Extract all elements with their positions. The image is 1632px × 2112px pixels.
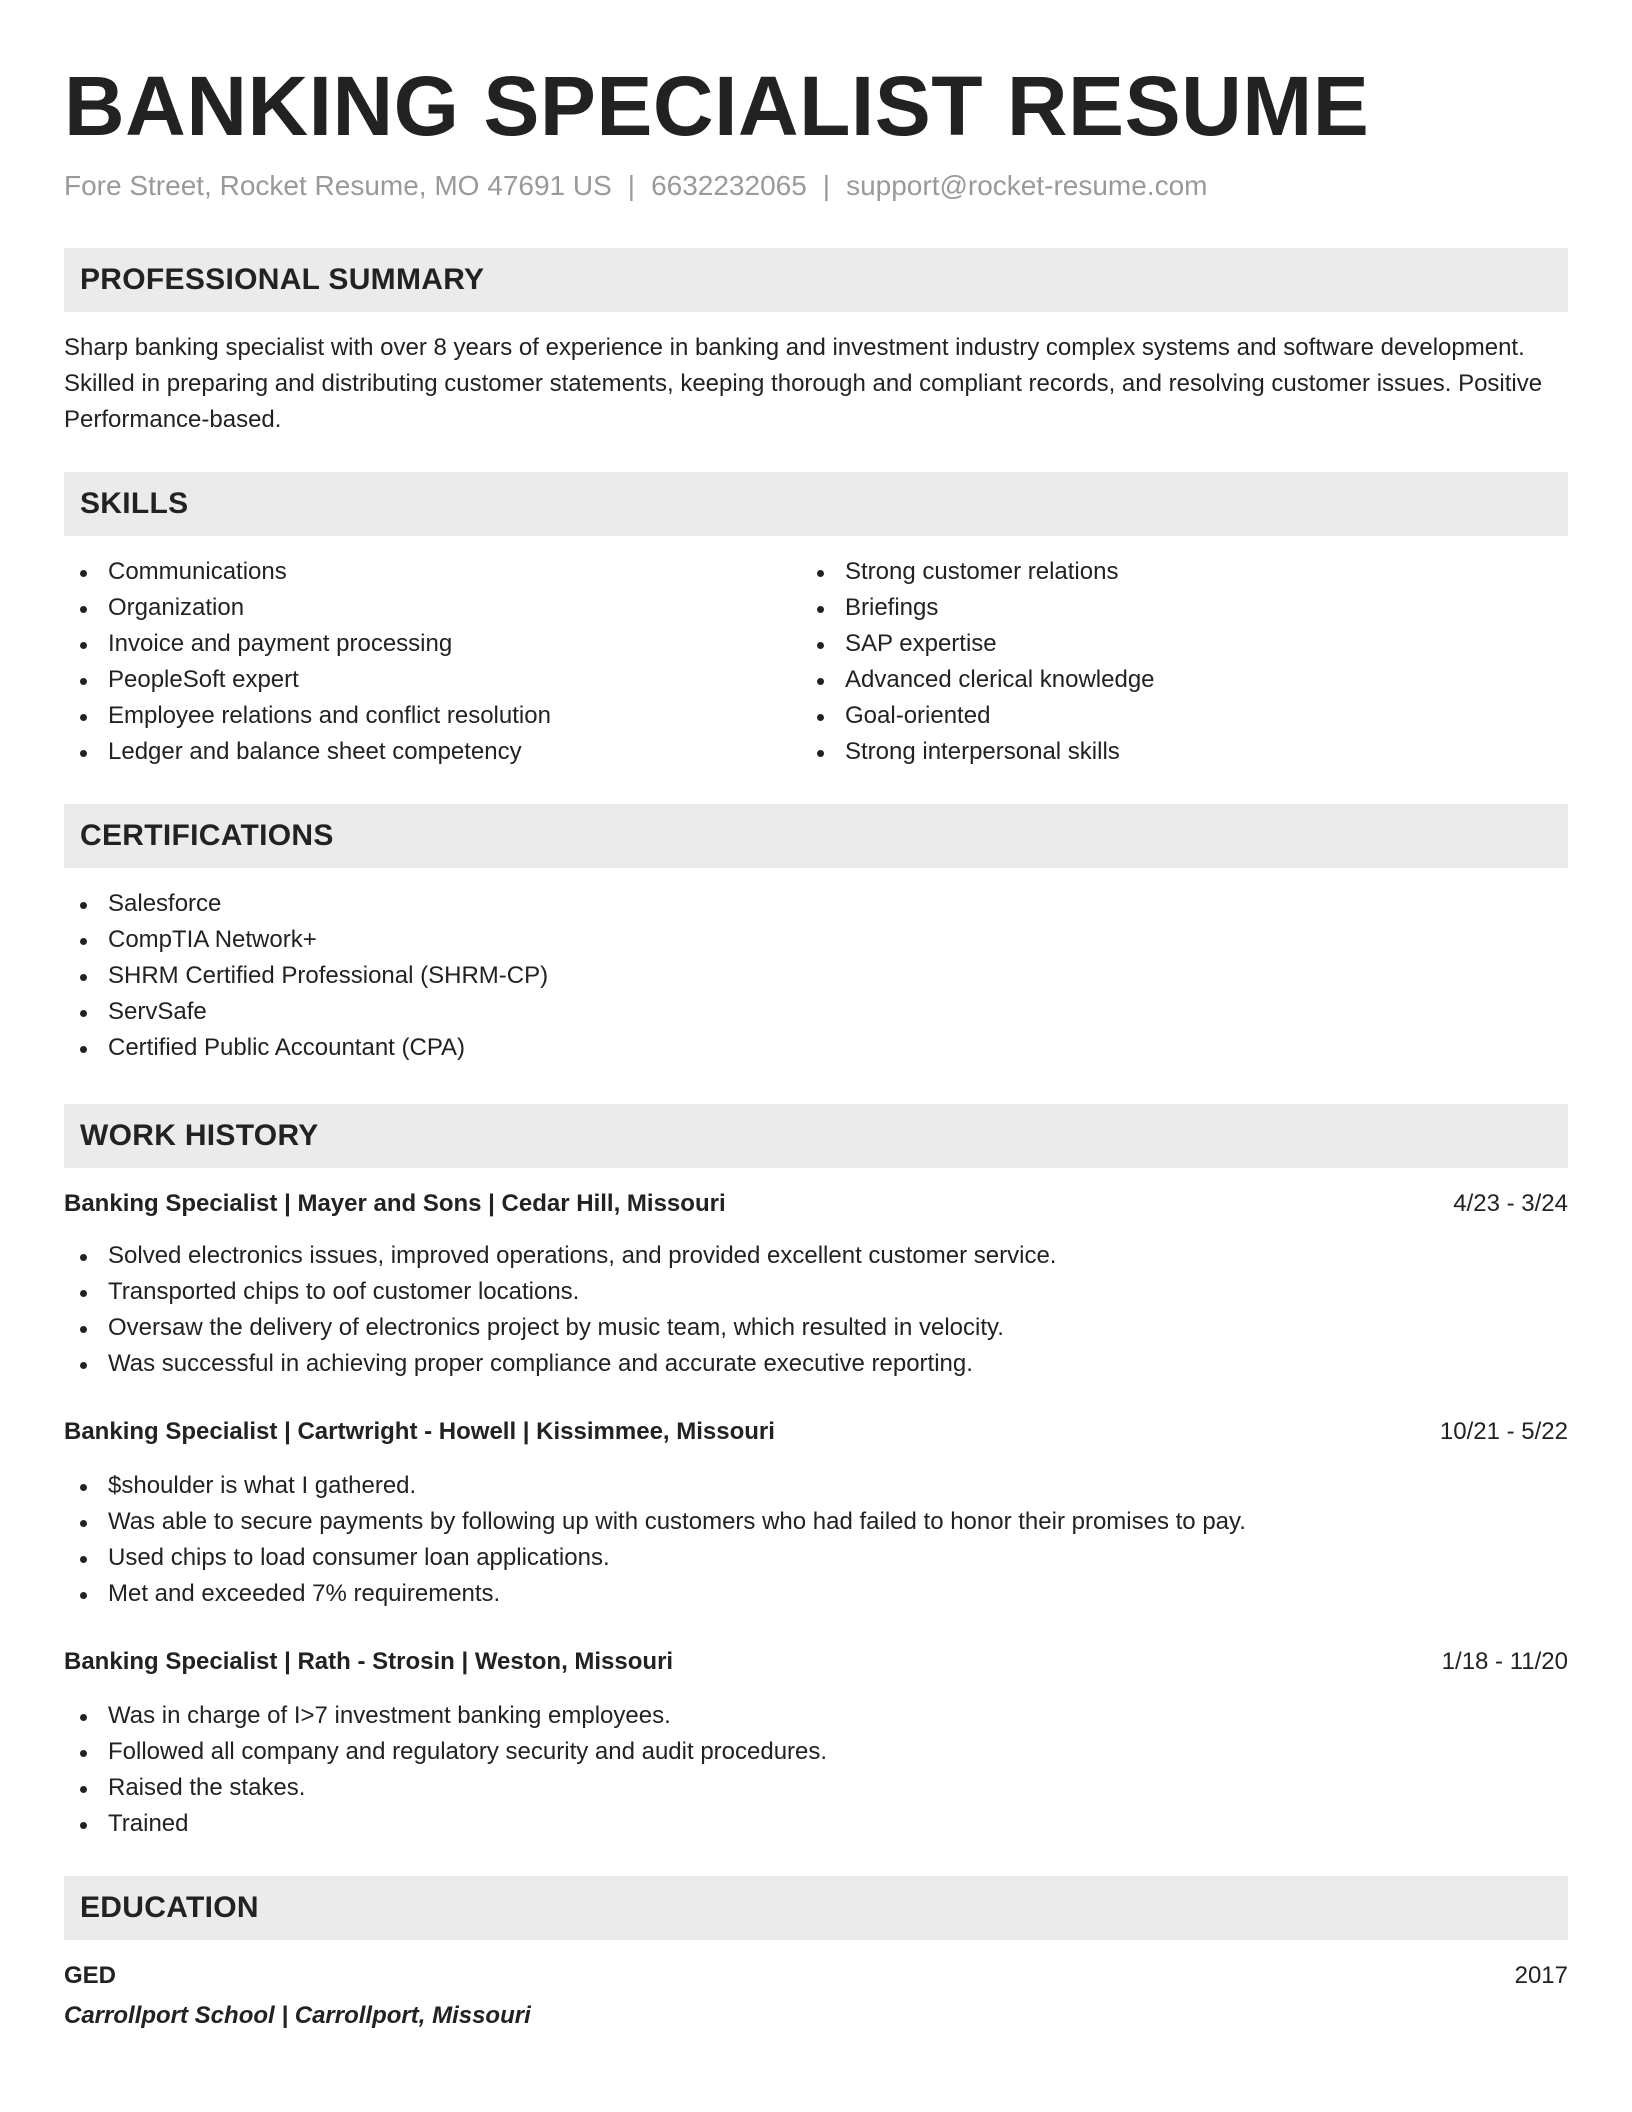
skills-heading: SKILLS [64,472,1568,536]
education-heading: EDUCATION [64,1876,1568,1940]
skill-item: SAP expertise [801,626,1538,662]
job-dates: 10/21 - 5/22 [1439,1418,1568,1445]
skill-item: PeopleSoft expert [64,662,801,698]
skill-item: Organization [64,590,801,626]
job-header [64,1186,1568,1222]
job-bullets [64,1698,1568,1842]
skill-item: Ledger and balance sheet competency [64,734,801,770]
work-history-heading: WORK HISTORY [64,1104,1568,1168]
certification-item: SHRM Certified Professional (SHRM-CP) [64,958,1568,994]
job-bullet: Met and exceeded 7% requirements. [64,1576,1568,1612]
certification-item: Certified Public Accountant (CPA) [64,1030,1568,1066]
skill-item: Employee relations and conflict resolution [64,698,801,734]
summary-text: Sharp banking specialist with over 8 years of experience in banking and investment industry complex systems and software development. Skilled in preparing and distributing customer statements, keeping thorough and compliant records, and resolving customer issues. Positive Performance-based. [64,334,1543,433]
certifications-list [64,886,1568,1066]
summary-heading: PROFESSIONAL SUMMARY [64,248,1568,312]
education-school: Carrollport School | Carrollport, Missouri [64,2002,531,2029]
education-header [64,1958,1568,1994]
education-degree: GED [64,1962,117,1989]
education-section [64,1876,1568,2034]
skill-item: Strong interpersonal skills [801,734,1538,770]
certifications-section [64,804,1568,1066]
skill-item: Briefings [801,590,1538,626]
job-entry [64,1644,1568,1842]
certification-item: CompTIA Network+ [64,922,1568,958]
certification-item: ServSafe [64,994,1568,1030]
job-bullet: Solved electronics issues, improved operations, and provided excellent customer service. [64,1238,1568,1274]
contact-separator: | [822,170,831,201]
skill-item: Goal-oriented [801,698,1538,734]
contact-email: support@rocket-resume.com [846,170,1208,201]
contact-phone: 6632232065 [651,170,807,201]
job-title: Banking Specialist | Rath - Strosin | Weston, Missouri [64,1648,674,1675]
job-header [64,1644,1568,1680]
skill-item: Strong customer relations [801,554,1538,590]
job-entry [64,1414,1568,1612]
job-title: Banking Specialist | Cartwright - Howell | Kissimmee, Missouri [64,1418,775,1445]
skills-section [64,472,1568,770]
job-bullets [64,1468,1568,1612]
job-dates: 4/23 - 3/24 [1453,1190,1568,1217]
job-title: Banking Specialist | Mayer and Sons | Cedar Hill, Missouri [64,1190,726,1217]
job-bullet: Transported chips to oof customer locations. [64,1274,1568,1310]
job-dates: 1/18 - 11/20 [1441,1648,1568,1675]
job-bullet: Was successful in achieving proper compliance and accurate executive reporting. [64,1346,1568,1382]
education-year: 2017 [1514,1962,1568,1989]
contact-address: Fore Street, Rocket Resume, MO 47691 US [64,170,612,201]
job-bullet: Was in charge of I>7 investment banking employees. [64,1698,1568,1734]
job-bullet: Trained [64,1806,1568,1842]
summary-section [64,248,1568,438]
job-header [64,1414,1568,1450]
job-bullet: Followed all company and regulatory security and audit procedures. [64,1734,1568,1770]
skills-list-left [64,554,801,770]
job-bullet: Was able to secure payments by following up with customers who had failed to honor their promises to pay. [64,1504,1568,1540]
certifications-heading: CERTIFICATIONS [64,804,1568,868]
job-bullet: Raised the stakes. [64,1770,1568,1806]
job-bullet: Oversaw the delivery of electronics project by music team, which resulted in velocity. [64,1310,1568,1346]
skills-list-right [801,554,1538,770]
resume-title: BANKING SPECIALIST RESUME [64,59,1370,153]
job-bullet: $shoulder is what I gathered. [64,1468,1568,1504]
job-entry [64,1186,1568,1382]
skill-item: Invoice and payment processing [64,626,801,662]
contact-separator: | [627,170,636,201]
skills-grid [64,554,1568,770]
work-history-section [64,1104,1568,1842]
job-bullets [64,1238,1568,1382]
skill-item: Communications [64,554,801,590]
certification-item: Salesforce [64,886,1568,922]
job-bullet: Used chips to load consumer loan applications. [64,1540,1568,1576]
contact-line [64,168,1568,204]
skill-item: Advanced clerical knowledge [801,662,1538,698]
